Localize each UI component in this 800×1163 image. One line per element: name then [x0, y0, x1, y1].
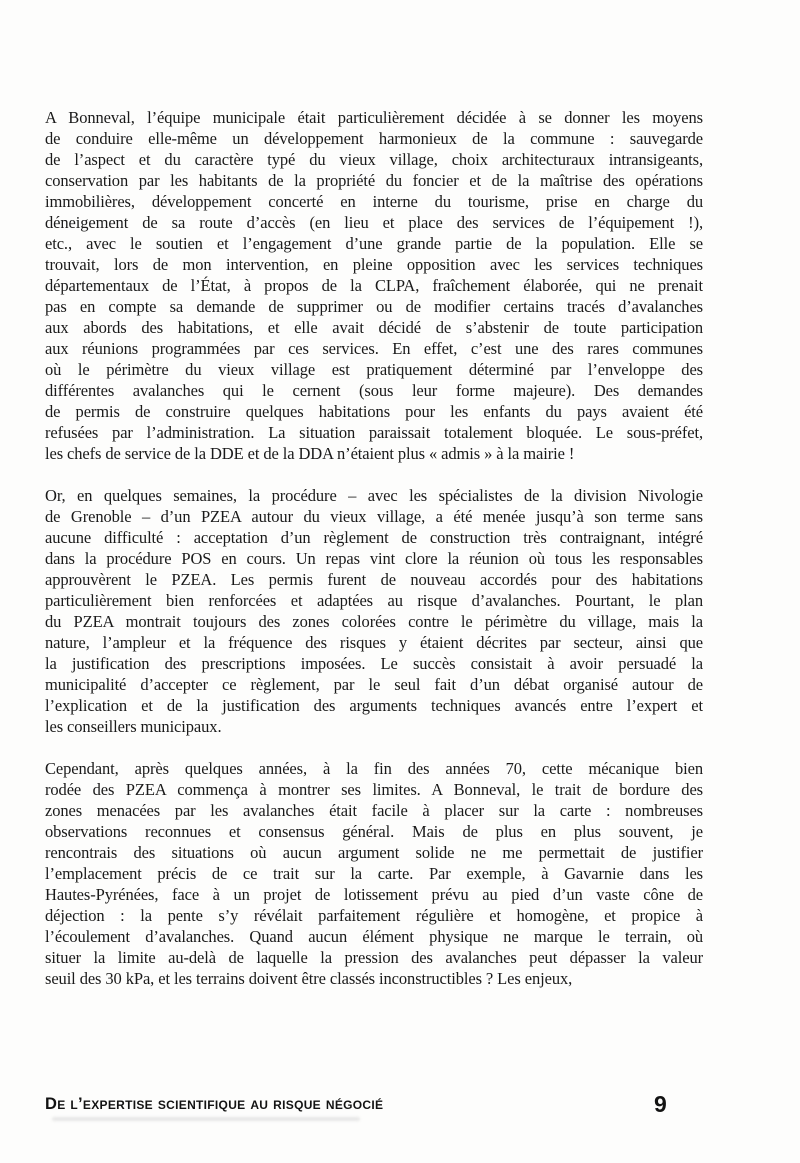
text-line: déneigement de sa route d’accès (en lieu et place des services de l’équipement !),: [45, 213, 703, 232]
text-line: de l’aspect et du caractère typé du vieux village, choix architecturaux intransigeants,: [45, 150, 703, 169]
page-number: 9: [654, 1091, 667, 1117]
text-line: nature, l’ampleur et la fréquence des risques y étaient décrites par secteur, ainsi que: [45, 633, 703, 652]
text-line: rodée des PZEA commença à montrer ses limites. A Bonneval, le trait de bordure des: [45, 780, 703, 799]
text-line: aux réunions programmées par ces services. En effet, c’est une des rares communes: [45, 339, 703, 358]
text-line: zones menacées par les avalanches était facile à placer sur la carte : nombreuses: [45, 801, 703, 820]
text-line: Cependant, après quelques années, à la fin des années 70, cette mécanique bien: [45, 759, 703, 778]
text-line: municipalité d’accepter ce règlement, par le seul fait d’un débat organisé autour de: [45, 675, 703, 694]
text-line: du PZEA montrait toujours des zones colorées contre le périmètre du village, mais la: [45, 612, 703, 631]
text-line: immobilières, développement concerté en interne du tourisme, prise en charge du: [45, 192, 703, 211]
text-line: déjection : la pente s’y révélait parfaitement régulière et homogène, et propice à: [45, 906, 703, 925]
text-line: aucune difficulté : acceptation d’un règlement de construction très contraignant, intégré: [45, 528, 703, 547]
text-line: de conduire elle-même un développement harmonieux de la commune : sauvegarde: [45, 129, 703, 148]
text-line: A Bonneval, l’équipe municipale était particulièrement décidée à se donner les moyens: [45, 108, 703, 127]
text-line: situer la limite au-delà de laquelle la pression des avalanches peut dépasser la valeur: [45, 948, 703, 967]
text-line: aux abords des habitations, et elle avait décidé de s’abstenir de toute participation: [45, 318, 703, 337]
text-line: où le périmètre du vieux village est pratiquement déterminé par l’enveloppe des: [45, 360, 703, 379]
text-line: seuil des 30 kPa, et les terrains doivent être classés inconstructibles ? Les enjeux,: [45, 969, 573, 988]
text-line: dans la procédure POS en cours. Un repas vint clore la réunion où tous les responsables: [45, 549, 703, 568]
text-line: les chefs de service de la DDE et de la DDA n’étaient plus « admis » à la mairie !: [45, 444, 575, 463]
footer-running-title: De l’expertise scientifique au risque négocié: [45, 1095, 384, 1113]
text-line: Or, en quelques semaines, la procédure – avec les spécialistes de la division Nivologie: [45, 486, 703, 505]
text-line: l’explication et de la justification des arguments techniques avancés entre l’expert et: [45, 696, 703, 715]
text-line: la justification des prescriptions imposées. Le succès consistait à avoir persuadé la: [45, 654, 703, 673]
paragraph: [45, 758, 703, 989]
text-line: Hautes-Pyrénées, face à un projet de lotissement prévu au pied d’un vaste cône de: [45, 885, 703, 904]
text-line: l’emplacement précis de ce trait sur la carte. Par exemple, à Gavarnie dans les: [45, 864, 703, 883]
text-line: particulièrement bien renforcées et adaptées au risque d’avalanches. Pourtant, le plan: [45, 591, 703, 610]
text-line: de permis de construire quelques habitations pour les enfants du pays avaient été: [45, 402, 703, 421]
text-line: approuvèrent le PZEA. Les permis furent de nouveau accordés pour des habitations: [45, 570, 703, 589]
text-line: départementaux de l’État, à propos de la CLPA, fraîchement élaborée, qui ne prenait: [45, 276, 703, 295]
print-ghost-artifact: [52, 1117, 360, 1121]
text-line: les conseillers municipaux.: [45, 717, 222, 736]
paragraph: [45, 107, 703, 464]
text-line: conservation par les habitants de la propriété du foncier et de la maîtrise des opérations: [45, 171, 703, 190]
text-line: pas en compte sa demande de supprimer ou de modifier certains tracés d’avalanches: [45, 297, 703, 316]
body-text: [45, 107, 703, 989]
text-line: de Grenoble – d’un PZEA autour du vieux village, a été menée jusqu’à son terme sans: [45, 507, 703, 526]
text-line: observations reconnues et consensus général. Mais de plus en plus souvent, je: [45, 822, 703, 841]
text-line: l’écoulement d’avalanches. Quand aucun élément physique ne marque le terrain, où: [45, 927, 703, 946]
text-line: etc., avec le soutien et l’engagement d’une grande partie de la population. Elle se: [45, 234, 703, 253]
text-line: rencontrais des situations où aucun argument solide ne me permettait de justifier: [45, 843, 703, 862]
text-line: différentes avalanches qui le cernent (sous leur forme majeure). Des demandes: [45, 381, 703, 400]
text-line: refusées par l’administration. La situation paraissait totalement bloquée. Le sous-préfet,: [45, 423, 703, 442]
text-line: trouvait, lors de mon intervention, en pleine opposition avec les services techniques: [45, 255, 703, 274]
paragraph: [45, 485, 703, 737]
